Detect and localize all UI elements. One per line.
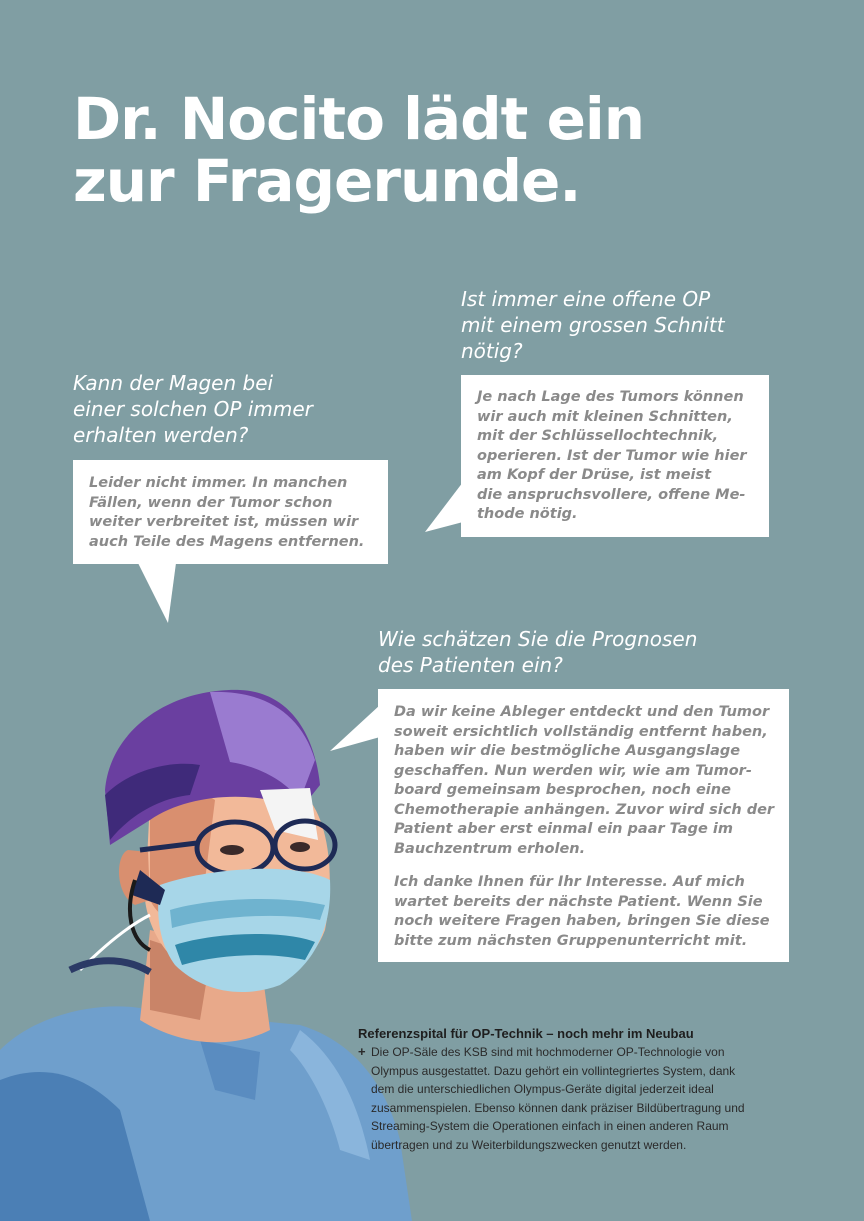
reference-heading: Referenzspital für OP-Technik – noch mehr im Neubau — [358, 1026, 694, 1041]
answer-line: geschaffen. Nun werden wir, wie am Tumor- — [394, 762, 752, 779]
reference-line: Streaming-System die Operationen einfach in einen anderen Raum — [371, 1119, 729, 1133]
reference-line: übertragen und zu Weiterbildungszwecken genutzt werden. — [371, 1137, 687, 1152]
answer-line: Je nach Lage des Tumors können — [477, 389, 744, 405]
answer-bubble-3 — [378, 689, 789, 962]
question-line: nötig? — [461, 339, 523, 363]
reference-body — [358, 1043, 798, 1154]
question-line: des Patienten ein? — [378, 653, 563, 677]
question-line: Wie schätzen Sie die Prognosen — [378, 627, 698, 651]
answer-line: wartet bereits der nächste Patient. Wenn Sie — [394, 893, 763, 910]
answer-line: die anspruchsvollere, offene Me- — [477, 486, 746, 503]
answer-line: wir auch mit kleinen Schnitten, — [477, 408, 733, 425]
bubble-2-tail — [425, 480, 465, 535]
reference-box — [358, 1025, 798, 1154]
title-line: zur Fragerunde. — [73, 147, 581, 215]
answer-3-paragraph-2 — [394, 873, 773, 951]
question-3 — [378, 626, 697, 678]
answer-bubble-1 — [73, 460, 388, 564]
answer-2-text — [477, 388, 753, 525]
answer-line: Chemotherapie anhängen. Zuvor wird sich der — [394, 801, 775, 818]
title-line: Dr. Nocito lädt ein — [73, 85, 645, 153]
answer-1-text — [89, 474, 372, 552]
question-line: mit einem grossen Schnitt — [461, 313, 725, 337]
answer-line: board gemeinsam besprochen, noch eine — [394, 782, 731, 798]
answer-line: Ich danke Ihnen für Ihr Interesse. Auf mich — [394, 874, 745, 890]
answer-line: weiter verbreitet ist, müssen wir — [89, 514, 359, 530]
answer-bubble-2 — [461, 375, 769, 537]
answer-line: Leider nicht immer. In manchen — [89, 475, 348, 491]
surgeon-illustration — [0, 680, 420, 1221]
answer-line: am Kopf der Drüse, ist meist — [477, 467, 712, 483]
answer-line: noch weitere Fragen haben, bringen Sie diese — [394, 913, 770, 929]
reference-line: Olympus ausgestattet. Dazu gehört ein vollintegriertes System, dank — [371, 1063, 736, 1078]
answer-line: thode nötig. — [477, 506, 578, 522]
answer-line: Da wir keine Ableger entdeckt und den Tumor — [394, 704, 770, 720]
answer-line: Bauchzentrum erholen. — [394, 840, 586, 857]
question-1 — [73, 370, 313, 448]
answer-line: Fällen, wenn der Tumor schon — [89, 494, 333, 511]
page-title — [73, 85, 833, 215]
question-line: Kann der Magen bei — [73, 371, 274, 395]
reference-line: dem die unterschiedlichen Olympus-Geräte digital jederzeit ideal — [371, 1082, 714, 1096]
answer-line: Patient aber erst einmal ein paar Tage im — [394, 821, 733, 837]
question-2 — [461, 286, 725, 364]
question-line: erhalten werden? — [73, 423, 249, 447]
answer-line: mit der Schlüssellochtechnik, — [477, 428, 719, 444]
bubble-1-tail — [130, 563, 180, 625]
answer-line: soweit ersichtlich vollständig entfernt haben, — [394, 723, 768, 740]
question-line: einer solchen OP immer — [73, 397, 313, 421]
plus-icon: + — [358, 1044, 366, 1059]
answer-line: haben wir die bestmögliche Ausgangslage — [394, 743, 741, 759]
reference-line: Die OP-Säle des KSB sind mit hochmoderner OP-Technologie von — [371, 1045, 725, 1059]
answer-line: auch Teile des Magens entfernen. — [89, 533, 365, 550]
answer-line: operieren. Ist der Tumor wie hier — [477, 447, 747, 464]
reference-line: zusammenspielen. Ebenso können dank präziser Bildübertragung und — [371, 1100, 745, 1115]
answer-3-paragraph-1 — [394, 703, 773, 859]
question-line: Ist immer eine offene OP — [461, 287, 711, 311]
answer-line: bitte zum nächsten Gruppenunterricht mit. — [394, 932, 748, 949]
